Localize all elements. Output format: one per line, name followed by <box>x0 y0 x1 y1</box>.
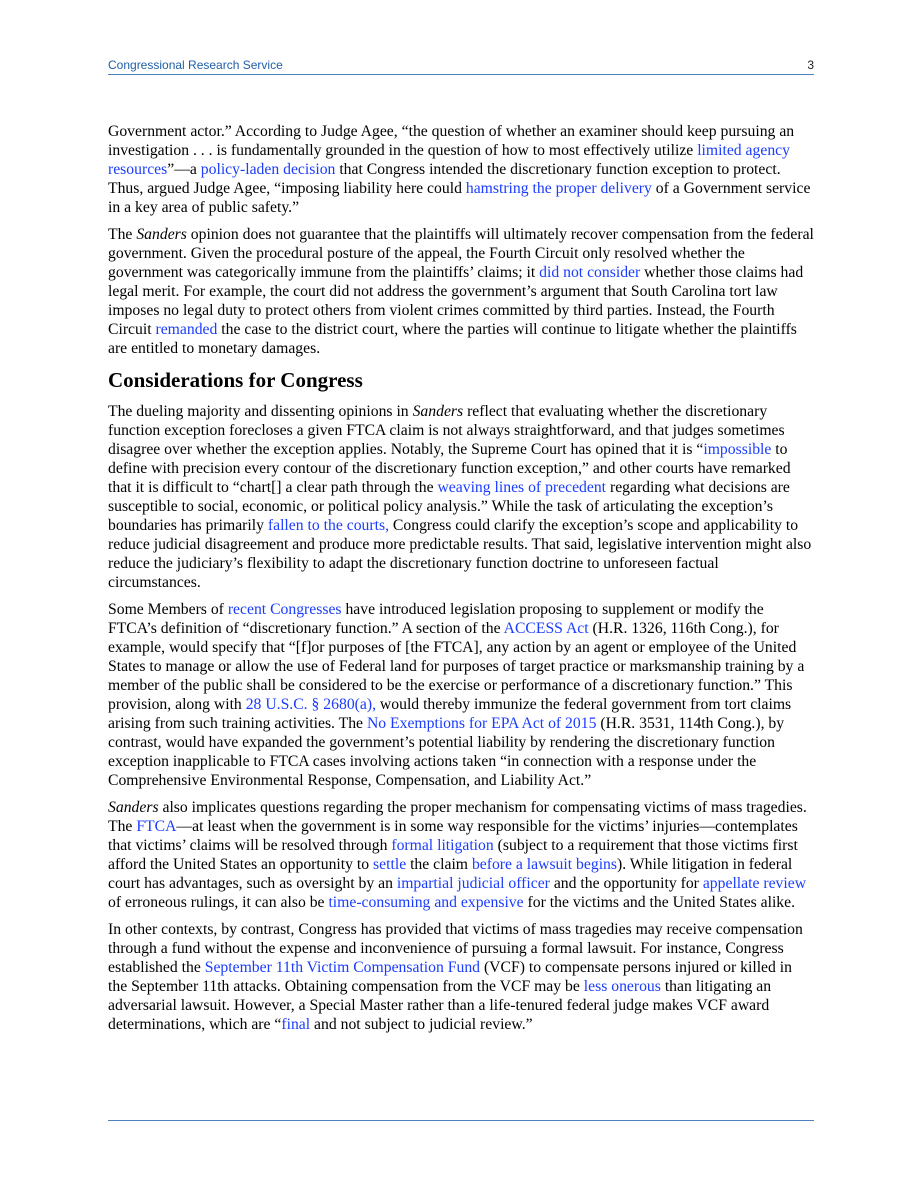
paragraph-5 <box>108 798 814 912</box>
paragraph-3 <box>108 402 814 592</box>
text: also implicates questions regarding the proper mechanism for compensating victims of mass tragedies. The <box>108 799 807 835</box>
text: reflect that evaluating whether the discretionary function exception forecloses a given FTCA claim is not always straightforward, and that judges sometimes disagree over whether the exception applies. Notably, the Supreme Court has opined that it is “ <box>108 403 785 458</box>
link-time-consuming-and-expensive[interactable]: time-consuming and expensive <box>328 894 524 911</box>
text: and the opportunity for <box>549 875 703 892</box>
text: the case to the district court, where the parties will continue to litigate whether the plaintiffs are entitled to monetary damages. <box>108 321 797 357</box>
link-policy-laden-decision[interactable]: policy-laden decision <box>200 161 336 178</box>
link-recent-congresses[interactable]: recent Congresses <box>227 601 342 618</box>
paragraph-4 <box>108 600 814 790</box>
link-impossible[interactable]: impossible <box>703 441 772 458</box>
text: than litigating an adversarial lawsuit. However, a Special Master rather than a life-tenured federal judge makes VCF award determinations, which are “ <box>108 978 772 1033</box>
link-weaving-lines-of-precedent[interactable]: weaving lines of precedent <box>437 479 607 496</box>
text: Some Members of <box>108 601 228 618</box>
link-impartial-judicial-officer[interactable]: impartial judicial officer <box>396 875 550 892</box>
link-formal-litigation[interactable]: formal litigation <box>391 837 494 854</box>
text: (subject to a requirement that those victims first afford the United States an opportunity to <box>108 837 798 873</box>
link-fallen-to-the-courts[interactable]: fallen to the courts, <box>267 517 389 534</box>
document-body <box>108 122 814 1042</box>
link-28-usc-2680a[interactable]: 28 U.S.C. § 2680(a), <box>245 696 376 713</box>
text: (VCF) to compensate persons injured or killed in the September 11th attacks. Obtaining compensation from the VCF may be <box>108 959 792 995</box>
footer-divider <box>108 1120 814 1121</box>
link-access-act[interactable]: ACCESS Act <box>503 620 589 637</box>
paragraph-2 <box>108 225 814 358</box>
text: have introduced legislation proposing to supplement or modify the FTCA’s definition of “discretionary function.” A section of the <box>108 601 764 637</box>
link-remanded[interactable]: remanded <box>155 321 218 338</box>
link-no-exemptions-for-epa-act[interactable]: No Exemptions for EPA Act of 2015 <box>366 715 597 732</box>
text: whether those claims had legal merit. For example, the court did not address the government’s argument that South Carolina tort law imposes no legal duty to protect others from violent crimes committed by third parties. Instead, the Fourth Circuit <box>108 264 804 338</box>
text: regarding what decisions are susceptible to social, economic, or political policy analysis.” While the task of articulating the exception’s boundaries has primarily <box>108 479 790 534</box>
header-title: Congressional Research Service <box>108 58 283 72</box>
text: the claim <box>406 856 472 873</box>
text: for the victims and the United States alike. <box>523 894 796 911</box>
text: of a Government service in a key area of public safety.” <box>108 180 811 216</box>
text: In other contexts, by contrast, Congress has provided that victims of mass tragedies may receive compensation through a fund without the expense and inconvenience of pursuing a formal lawsuit. For instance, Congress established the <box>108 921 803 976</box>
paragraph-1 <box>108 122 814 217</box>
text: ”—a <box>167 161 201 178</box>
text: The dueling majority and dissenting opinions in <box>108 403 413 420</box>
text: would thereby immunize the federal government from tort claims arising from such training activities. The <box>108 696 792 732</box>
page-header <box>108 58 814 74</box>
case-name: Sanders <box>108 799 159 816</box>
case-name: Sanders <box>412 403 464 420</box>
text: to define with precision every contour of the discretionary function exception,” and other courts have remarked that it is difficult to “chart[] a clear path through the <box>108 441 791 496</box>
text: (H.R. 1326, 116th Cong.), for example, would specify that “[f]or purposes of [the FTCA], any action by an agent or employee of the United States to manage or allow the use of Federal land for purposes of target practice or marksmanship training by a member of the public shall be considered to be the exercise or performance of a discretionary function.” This provision, along with <box>108 620 805 713</box>
text: ). While litigation in federal court has advantages, such as oversight by an <box>108 856 793 892</box>
text: that Congress intended the discretionary function exception to protect. Thus, argued Judge Agee, “imposing liability here could <box>108 161 781 197</box>
link-ftca[interactable]: FTCA <box>136 818 177 835</box>
link-did-not-consider[interactable]: did not consider <box>539 264 641 281</box>
link-final[interactable]: final <box>281 1016 311 1033</box>
link-less-onerous[interactable]: less onerous <box>583 978 661 995</box>
link-appellate-review[interactable]: appellate review <box>702 875 807 892</box>
text: and not subject to judicial review.” <box>310 1016 533 1033</box>
text: The <box>108 226 137 243</box>
link-settle[interactable]: settle <box>373 856 407 873</box>
case-name: Sanders <box>136 226 187 243</box>
page-number: 3 <box>807 58 814 72</box>
text: opinion does not guarantee that the plaintiffs will ultimately recover compensation from the federal government. Given the procedural posture of the appeal, the Fourth Circuit only resolved whether the government was categorically immune from the plaintiffs’ claims; it <box>108 226 814 281</box>
link-september-11th-victim-compensation-fund[interactable]: September 11th Victim Compensation Fund <box>204 959 481 976</box>
text: Congress could clarify the exception’s scope and applicability to reduce judicial disagreement and produce more predictable results. That said, legislative intervention might also reduce the judiciary’s flexibility to adapt the discretionary function doctrine to unforeseen factual circumstances. <box>108 517 812 591</box>
section-heading: Considerations for Congress <box>108 368 363 392</box>
header-divider <box>108 74 814 75</box>
link-hamstring-delivery[interactable]: hamstring the proper delivery <box>465 180 652 197</box>
text: (H.R. 3531, 114th Cong.), by contrast, would have expanded the government’s potential liability by rendering the discretionary function exception inapplicable to FTCA cases involving actions taken “in connection with a response under the Comprehensive Environmental Response, Compensation, and Liability Act.” <box>108 715 785 789</box>
paragraph-6 <box>108 920 814 1034</box>
text: —at least when the government is in some way responsible for the victims’ injuries—contemplates that victims’ claims will be resolved through <box>108 818 798 854</box>
link-before-a-lawsuit-begins[interactable]: before a lawsuit begins <box>471 856 618 873</box>
text: Government actor.” According to Judge Agee, “the question of whether an examiner should keep pursuing an investigation . . . is fundamentally grounded in the question of how to most effectively utilize <box>108 123 795 159</box>
link-limited-agency-resources[interactable]: limited agency resources <box>108 142 790 178</box>
text: of erroneous rulings, it can also be <box>108 894 329 911</box>
